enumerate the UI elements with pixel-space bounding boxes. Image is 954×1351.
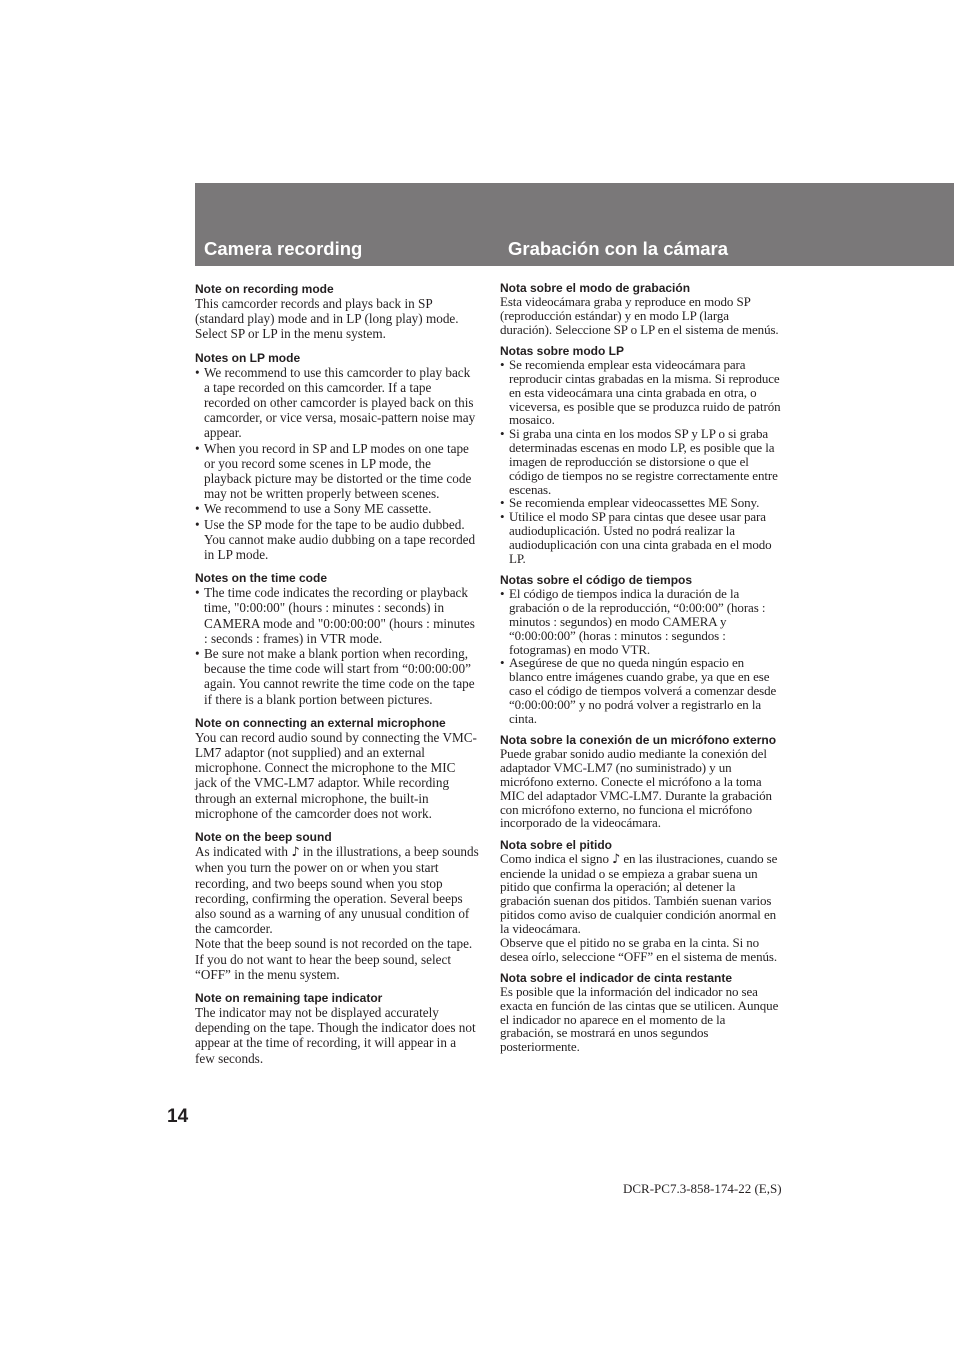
time-code-notes [195,571,479,707]
lp-mode-notes [500,344,781,566]
note-heading: Nota sobre el indicador de cinta restante [500,970,733,985]
list-item: • El código de tiempos indica la duración de la grabación o de la reproducción, “0:00:00” (horas : minutos : segundos) en modo CAMERA y “0:00:00:00” (horas : minutos : segundos : fotogramas) en modo VTR. [500,587,781,656]
music-note-icon: ♪ [612,851,621,867]
beep-text-start: Como indica el signo [500,850,609,866]
bullet-list [500,587,781,725]
list-item: • Se recomienda emplear esta videocámara para reproducir cintas grabadas en la misma. Si reproduce en esta videocámara una cinta grabada en otra, o viceversa, es posible que se produzca ruido de patrón mosaico. [500,358,781,427]
beep-text-rest: in the illustrations, a beep sounds when you turn the power on or when you start recording, and two beeps sound when you stop recording, confirming the operation. Several beeps also sound as a warning of any unusual condition of the camcorder. [195,844,479,937]
model-code: DCR-PC7.3-858-174-22 (E,S) [623,1181,782,1196]
bullet-list [195,365,479,563]
beep-text-rest: en las ilustraciones, cuando se enciende la unidad o se empieza a grabar suena un pitido que confirma la operación; al detener la grabación suenan dos pitidos. También suenan varios pitidos como aviso de cualquier condición anormal en la videocámara. [500,850,778,936]
note-heading: Notas sobre modo LP [500,344,625,359]
note-heading: Nota sobre el pitido [500,837,613,852]
note-heading: Note on the beep sound [195,830,332,845]
list-item: • The time code indicates the recording or playback time, "0:00:00" (hours : minutes : seconds) in CAMERA mode and "0:00:00:00" (hours : minutes : seconds : frames) in VTR mode. [195,585,479,646]
note-text: Esta videocámara graba y reproduce en modo SP (reproducción estándar) y en modo LP (larga duración). Seleccione SP o LP en el sistema de menús. [500,294,779,337]
list-item: • Utilice el modo SP para cintas que desee usar para audioduplicación. Usted no podrá realizar la audioduplicación con una cinta grabada en el modo LP. [500,510,781,565]
tape-indicator-note [500,971,781,1054]
note-text: This camcorder records and plays back in SP (standard play) mode and in LP (long play) mode. Select SP or LP in the menu system. [195,296,459,342]
music-note-icon: ♪ [291,845,300,861]
note-heading: Nota sobre la conexión de un micrófono externo [500,733,777,748]
recording-mode-note [195,282,479,342]
note-heading: Note on remaining tape indicator [195,990,383,1005]
section-title-en: Camera recording [204,238,363,259]
note-text: Es posible que la información del indicador no sea exacta en función de las cintas que se utilicen. Aunque el indicador no aparece en el momento de la grabación, se mostrará en unos segundos posteriormente. [500,983,779,1055]
list-item: • Asegúrese de que no queda ningún espacio en blanco entre imágenes cuando grabe, ya que en ese caso el código de tiempos volverá a comenzar desde “0:00:00:00” y no podrá volver a registrarlo en la cinta. [500,656,781,725]
note-text: Note that the beep sound is not recorded on the tape. If you do not want to hear the beep sound, select “OFF” in the menu system. [195,936,473,982]
bullet-list [195,585,479,707]
beep-text-start: As indicated with [195,844,289,860]
note-heading: Notes on LP mode [195,350,301,365]
note-text: Observe que el pitido no se graba en la cinta. Si no desea oírlo, seleccione “OFF” en el sistema de menús. [500,934,777,964]
note-text: You can record audio sound by connecting the VMC-LM7 adaptor (not supplied) and an external microphone. Connect the microphone to the MIC jack of the VMC-LM7 adaptor. While recording through an external microphone, the built-in microphone of the camcorder does not work. [195,729,477,821]
recording-mode-note [500,281,781,337]
note-heading: Note on recording mode [195,282,334,296]
beep-note [500,838,781,964]
list-item: • We recommend to use this camcorder to play back a tape recorded on this camcorder. If a tape recorded on other camcorder is played back on this camcorder, or vice versa, mosaic-pattern noise may appear. [195,365,479,441]
list-item: • Se recomienda emplear videocassettes ME Sony. [500,496,781,510]
lp-mode-notes [195,351,479,563]
note-text [195,844,479,936]
english-column [195,282,479,1075]
tape-indicator-note [195,991,479,1066]
list-item: • Si graba una cinta en los modos SP y LP o si graba determinadas escenas en modo LP, es posible que la imagen de reproducción se distorsione o que el código de tiempos no se registre correctamente entre escenas. [500,427,781,496]
note-text: The indicator may not be displayed accurately depending on the tape. Though the indicator does not appear at the time of recording, it will appear in a few seconds. [195,1004,476,1066]
note-heading: Notes on the time code [195,571,328,586]
spanish-column [500,281,781,1062]
note-heading: Note on connecting an external microphone [195,715,446,730]
note-text [500,852,781,936]
note-text: Puede grabar sonido audio mediante la conexión del adaptador VMC-LM7 (no suministrado) y un micrófono externo. Conecte el micrófono a la toma MIC del adaptador VMC-LM7. Durante la grabación con micrófono externo, no funciona el micrófono incorporado de la videocámara. [500,746,772,831]
list-item: • We recommend to use a Sony ME cassette. [195,501,479,516]
list-item: • When you record in SP and LP modes on one tape or you record some scenes in LP mode, the playback picture may be distorted or the time code may not be written properly between scenes. [195,441,479,502]
section-title-es: Grabación con la cámara [508,238,729,259]
time-code-notes [500,573,781,725]
note-heading: Nota sobre el modo de grabación [500,281,691,295]
page-number: 14 [167,1106,189,1127]
list-item: • Use the SP mode for the tape to be audio dubbed. You cannot make audio dubbing on a tape recorded in LP mode. [195,517,479,563]
microphone-note [195,716,479,821]
microphone-note [500,733,781,830]
bullet-list [500,358,781,566]
note-heading: Notas sobre el código de tiempos [500,573,693,588]
list-item: • Be sure not make a blank portion when recording, because the time code will start from “0:00:00:00” again. You cannot rewrite the time code on the tape if there is a blank portion between pictures. [195,646,479,707]
beep-note [195,830,479,982]
